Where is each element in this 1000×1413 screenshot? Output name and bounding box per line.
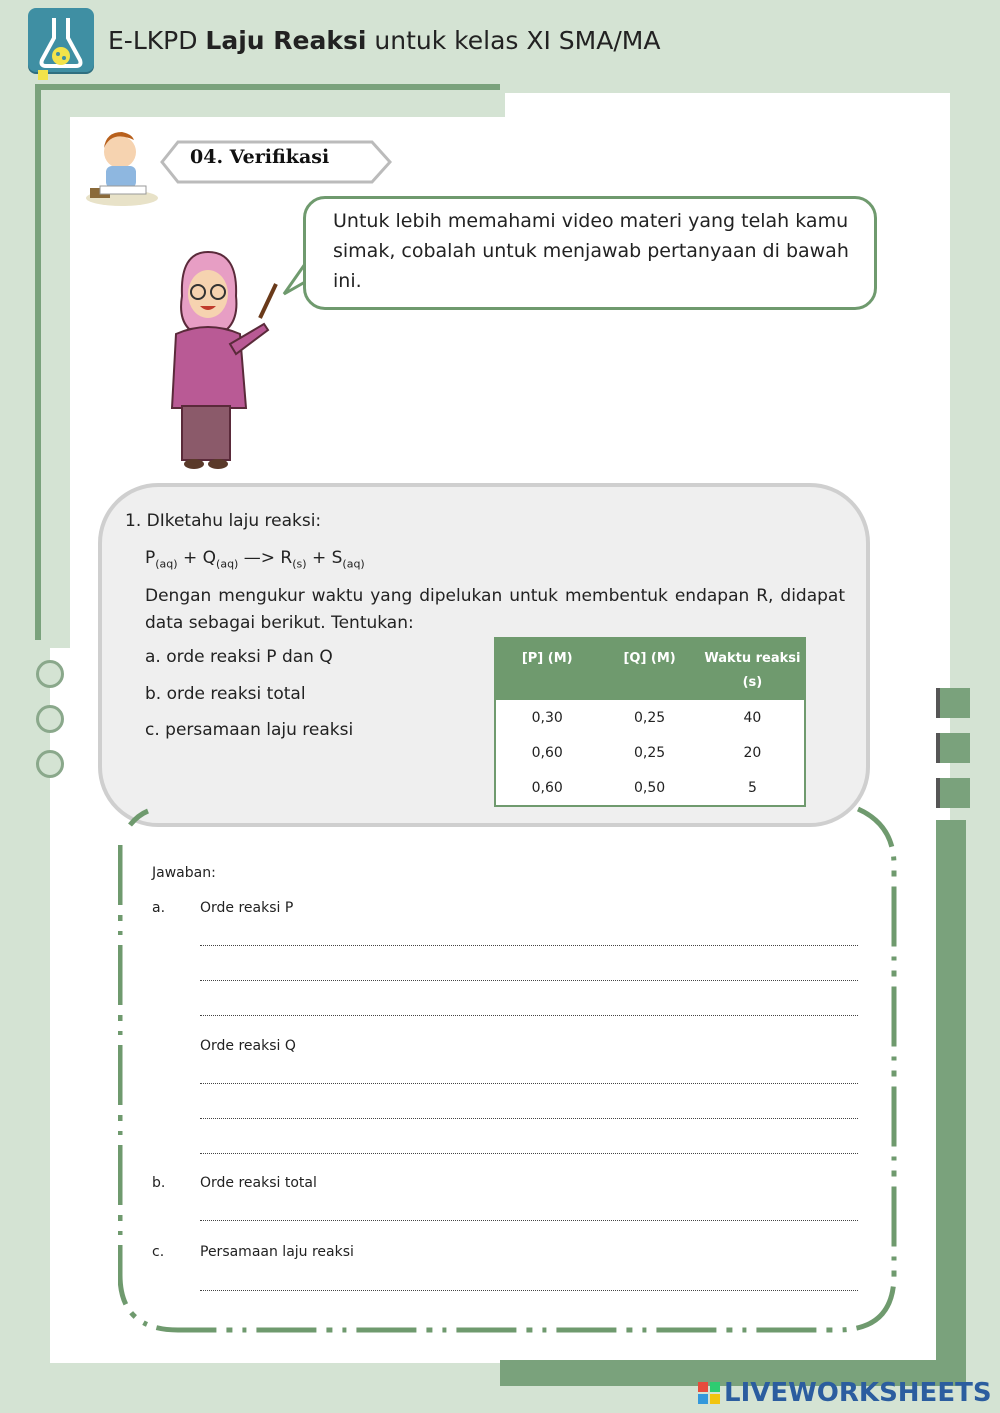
question-title: 1. DIketahu laju reaksi: [125,511,322,531]
binder-ring [36,705,64,733]
question-body: Dengan mengukur waktu yang dipelukan untuk membentuk endapan R, didapat data sebagai berikut. Tentukan: [145,586,845,633]
table-cell: 40 [743,709,762,726]
table-row [495,770,805,806]
answer-line-p3[interactable] [200,1015,858,1016]
page-title: E-LKPD Laju Reaksi untuk kelas XI SMA/MA [108,26,661,55]
answer-line-q2[interactable] [200,1118,858,1119]
answer-line-q3[interactable] [200,1153,858,1154]
liveworksheets-logo-icon [698,1382,720,1404]
binder-ring [36,660,64,688]
answer-label-b: Orde reaksi total [200,1175,317,1191]
table-cell: 0,25 [634,744,666,761]
answer-label-c: Persamaan laju reaksi [200,1244,354,1260]
table-header: [P] (M) [495,638,598,700]
frame-bar-right [936,820,966,1380]
page-side-cut [50,93,70,648]
binder-ring [36,750,64,778]
table-cell: 20 [743,744,762,761]
table-cell: 0,30 [531,709,563,726]
binder-tab [936,688,970,718]
table-cell: 5 [747,779,757,796]
question-item-b: b. orde reaksi total [145,684,306,704]
table-header-row [495,638,805,700]
answer-title: Jawaban: [152,865,216,881]
flask-logo-icon [28,8,94,72]
table-cell: 0,25 [634,709,666,726]
question-item-a: a. orde reaksi P dan Q [145,647,333,667]
section-label-text: 04. Verifikasi [190,146,330,168]
answer-line-q1[interactable] [200,1083,858,1084]
answer-line-c1[interactable] [200,1290,858,1291]
frame-bar-bottom-inner [500,1350,936,1360]
question-item-c: c. persamaan laju reaksi [145,720,354,740]
reaction-equation: $P_{(aq)} + Q_{(aq)}$ —> $R_{(s)} + S_{(aq)}$ [145,548,365,571]
answer-letter-c: c. [152,1244,165,1260]
watermark-text: LIVEWORKSHEETS [724,1378,992,1408]
answer-label-a: Orde reaksi P [200,900,294,916]
teacher-illustration [160,248,280,474]
table-cell: 0,60 [531,779,563,796]
frame-bar-top [35,84,500,90]
table-row [495,700,805,735]
table-header: [Q] (M) [598,638,700,700]
table-row [495,735,805,770]
frame-bar-left [35,84,41,640]
binder-tab [936,778,970,808]
binder-tab [936,733,970,763]
table-header: Waktu reaksi (s) [701,638,805,700]
answer-line-p1[interactable] [200,945,858,946]
table-cell: 0,50 [634,779,666,796]
answer-line-b1[interactable] [200,1220,858,1221]
answer-letter-b: b. [152,1175,166,1191]
data-table [494,637,806,807]
student-reading-illustration [82,126,162,208]
page-corner-cut [50,93,505,117]
answer-label-q: Orde reaksi Q [200,1038,296,1054]
answer-line-p2[interactable] [200,980,858,981]
table-cell: 0,60 [531,744,563,761]
answer-letter-a: a. [152,900,166,916]
speech-text: Untuk lebih memahami video materi yang telah kamu simak, cobalah untuk menjawab pertanyaan di bawah ini. [333,210,849,292]
